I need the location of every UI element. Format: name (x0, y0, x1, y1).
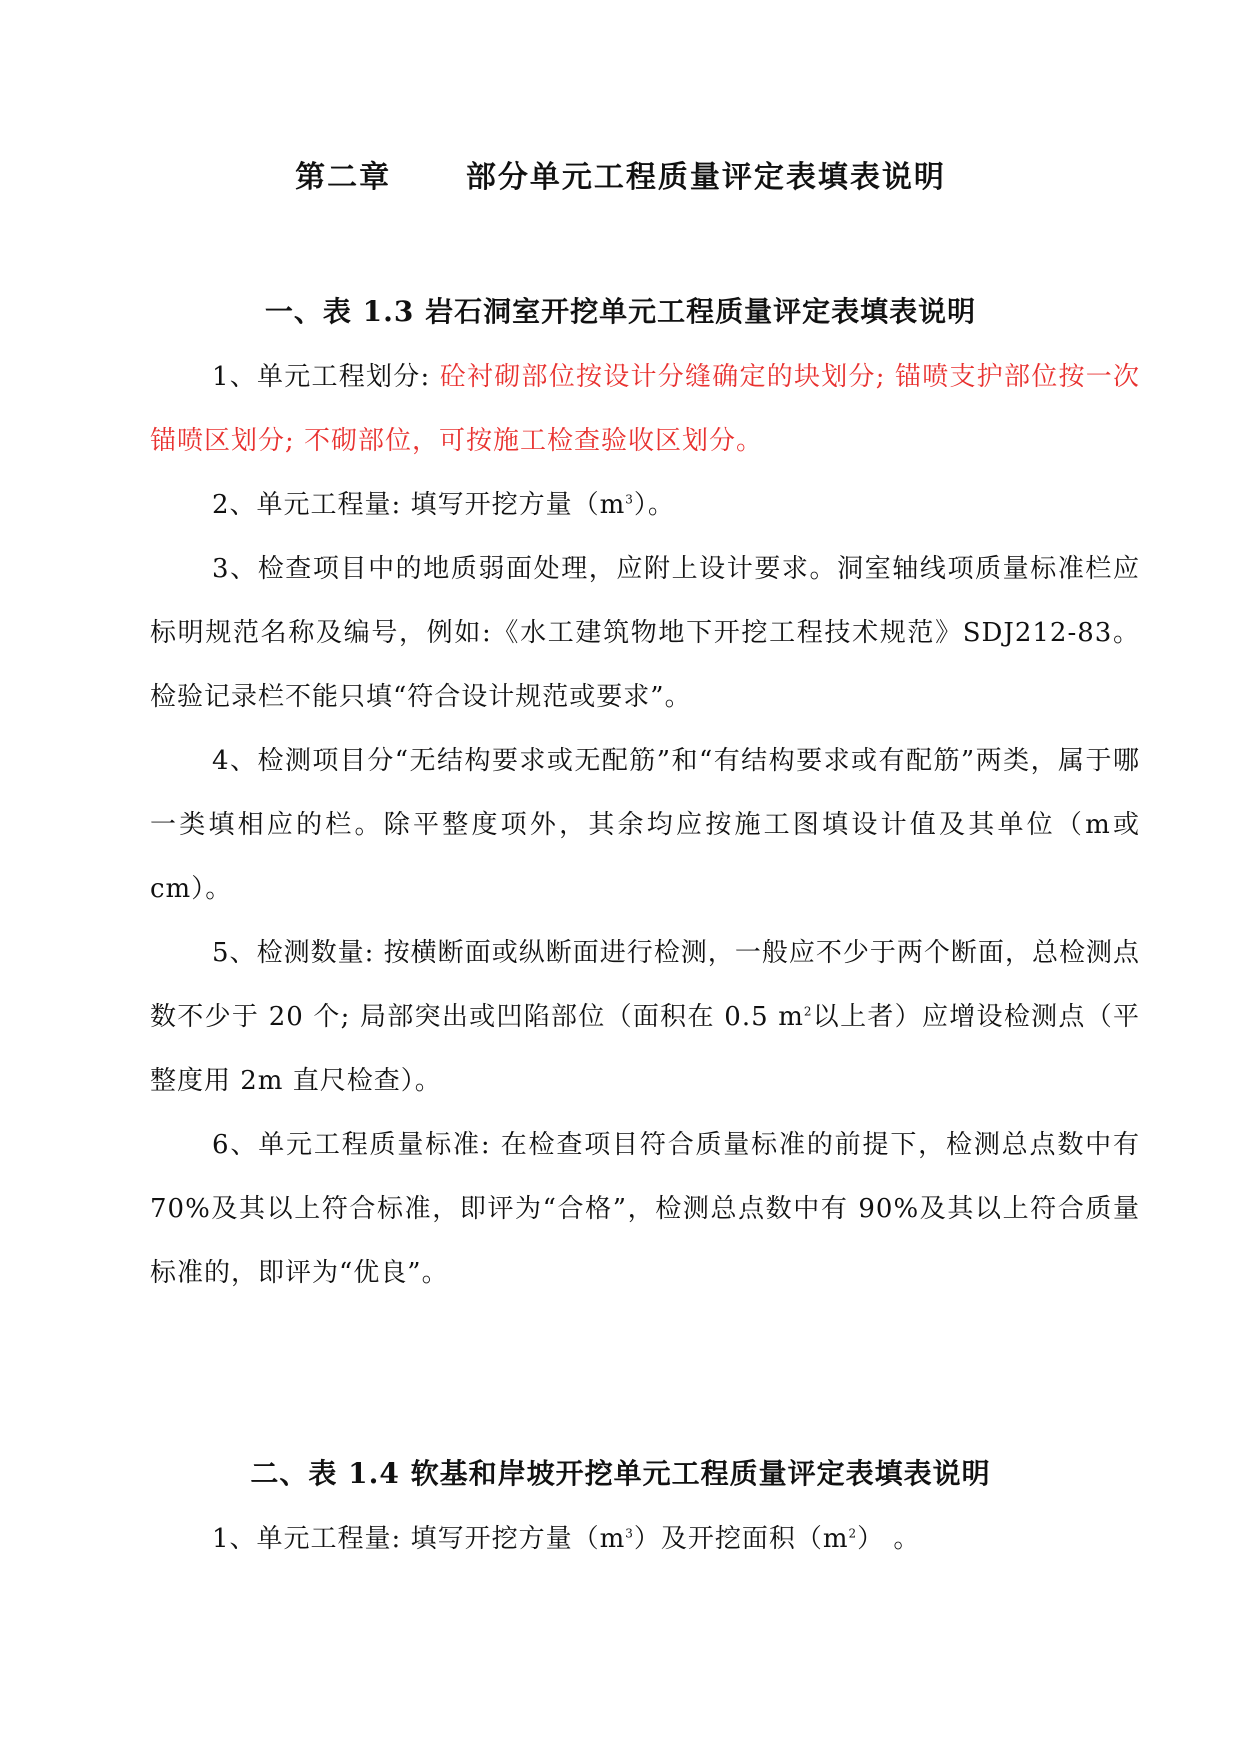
superscript: 2 (803, 1004, 813, 1019)
superscript: 2 (848, 1526, 858, 1541)
paragraph-tail: ） 。 (857, 1524, 921, 1554)
section-1-title: 一、表 1.3 岩石洞室开挖单元工程质量评定表填表说明 (264, 295, 977, 328)
section-2-title: 二、表 1.4 软基和岸坡开挖单元工程质量评定表填表说明 (250, 1457, 991, 1490)
section-1-paragraph-6: 6、单元工程质量标准: 在检查项目符合质量标准的前提下，检测总点数中有 70%及其以上符合标准，即评为“合格”，检测总点数中有 90%及其以上符合质量标准的，即评为“优良”。 (150, 1130, 1140, 1288)
chapter-title: 第二章 部分单元工程质量评定表填表说明 (295, 160, 946, 195)
superscript: 3 (625, 1526, 634, 1541)
section-1-paragraph-5 (150, 921, 1140, 1113)
paragraph-mid: ）及开挖面积（m (633, 1524, 849, 1554)
superscript: 3 (625, 492, 634, 507)
section-2-paragraph-1 (150, 1507, 1140, 1571)
paragraph-lead: 1、单元工程量: 填写开挖方量（m (212, 1524, 626, 1554)
paragraph-lead: 1、单元工程划分: (212, 362, 440, 392)
section-1-paragraph-2 (150, 473, 1140, 537)
paragraph-lead: 2、单元工程量: 填写开挖方量（m (212, 490, 626, 520)
section-1-paragraph-1 (150, 345, 1140, 473)
paragraph-tail: 以上者）应增设检测点（平整度用 2m 直尺检查）。 (150, 1002, 1140, 1096)
section-1-paragraph-4: 4、检测项目分“无结构要求或无配筋”和“有结构要求或有配筋”两类，属于哪一类填相应的栏。除平整度项外，其余均应按施工图填设计值及其单位（m或 cm）。 (150, 746, 1140, 904)
section-1-paragraph-3: 3、检查项目中的地质弱面处理，应附上设计要求。洞室轴线项质量标准栏应标明规范名称及编号，例如:《水工建筑物地下开挖工程技术规范》SDJ212-83。检验记录栏不能只填“符合设计规范或要求”。 (150, 554, 1140, 712)
highlighted-text: 砼衬砌部位按设计分缝确定的块划分; 锚喷支护部位按一次锚喷区划分; 不砌部位，可按施工检查验收区划分。 (150, 362, 1140, 456)
paragraph-tail: ）。 (633, 490, 675, 520)
paragraph-lead: 5、检测数量: 按横断面或纵断面进行检测，一般应不少于两个断面，总检测点数不少于 20 个; 局部突出或凹陷部位（面积在 0.5 m (150, 938, 1140, 1032)
